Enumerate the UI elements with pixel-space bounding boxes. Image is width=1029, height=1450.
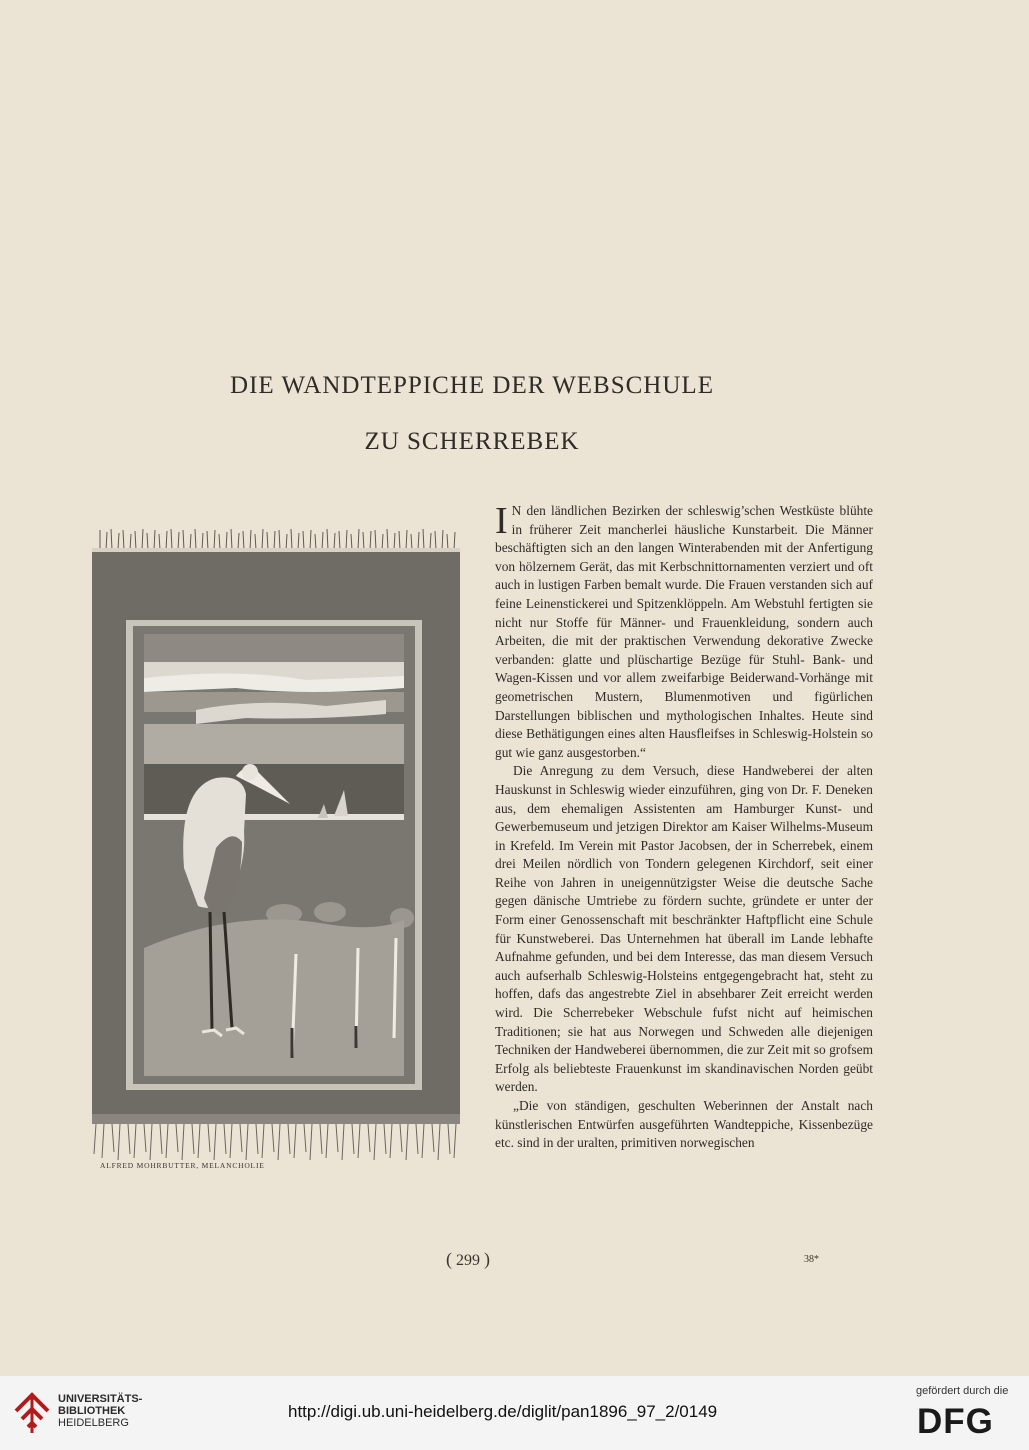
article-body <box>495 502 873 1153</box>
tapestry-illustration <box>86 528 470 1162</box>
page-number <box>446 1249 490 1270</box>
institution-line-1: UNIVERSITÄTS- <box>58 1393 143 1405</box>
permalink-url[interactable]: http://digi.ub.uni-heidelberg.de/diglit/pan1896_97_2/0149 <box>288 1402 718 1421</box>
paragraph-3: „Die von ständigen, geschulten Weberinnen der Anstalt nach künstlerischen Entwürfen ausgeführten Wandteppiche, Kissenbezüge etc. sind in der uralten, primitiven norwegischen <box>495 1098 873 1151</box>
institution-line-2: BIBLIOTHEK <box>58 1405 126 1417</box>
bottom-fringe <box>94 1124 456 1160</box>
paragraph-1 <box>495 502 873 762</box>
digitization-footer-bar <box>0 1376 1029 1450</box>
figure-caption: ALFRED MOHRBUTTER, MELANCHOLIE <box>100 1161 265 1170</box>
drop-cap: I <box>495 500 508 542</box>
university-library-logo-icon <box>12 1389 52 1435</box>
institution-name <box>58 1393 142 1429</box>
paragraph-1-text: N den ländlichen Bezirken der schleswig’schen Westküste blühte in früherer Zeit mancherlei häusliche Kunstarbeit. Die Männer beschäftigten sich an den langen Winterabenden mit der Anfertigung von hölzernem Gerät, das mit Kerbschnittornamenten verziert und oft auch in lustigen Farben bemalt wurde. Die Frauen verstanden sich auf feine Leinenstickerei und Spitzenklöppeln. Am Webstuhl fertigten sie nicht nur Stoffe für Männer- und Frauenkleidung, sondern auch Arbeiten, die mit der praktischen Verwendung dekorative Zwecke verbanden: glatte und plüschartige Bezüge für Stuhl- Bank- und Wagen-Kissen und vor allem zweifarbige Beiderwand-Vorhänge mit geometrischen Mustern, Blumenmotiven und figürlichen Darstellungen biblischen und mythologischen Inhaltes. Heute sind diese Bethätigungen eines alten Hausfleifses in Schleswig-Holstein so gut wie ganz ausgestorben.“ <box>495 503 873 760</box>
funding-note: gefördert durch die <box>916 1385 1009 1397</box>
page-number-bracket-left: ( <box>446 1249 452 1269</box>
dfg-logo: DFG <box>917 1402 994 1441</box>
article-title-line-1: DIE WANDTEPPICHE DER WEBSCHULE <box>230 372 714 399</box>
article-title-line-2: ZU SCHERREBEK <box>364 428 580 455</box>
top-fringe <box>100 529 455 550</box>
page-number-value: 299 <box>456 1252 480 1269</box>
paragraph-2: Die Anregung zu dem Versuch, diese Handweberei der alten Hauskunst in Schleswig wieder einzuführen, ging von Dr. F. Deneken aus, dem ehemaligen Assistenten am Hamburger Kunst- und Gewerbemuseum und jetzigen Direktor am Kaiser Wilhelms-Museum in Krefeld. Im Verein mit Pastor Jacobsen, der in Scherrebek, einem drei Meilen nördlich von Tondern gelegenen Kirchdorf, seit einer Reihe von Jahren in uneigennützigster Weise die deutsche Sache gegen dänische Umtriebe zu fördern suchte, gründete er unter der Form einer Genossenschaft mit beschränkter Haftpflicht eine Schule für Kunstweberei. Das Unternehmen hat überall im Lande lebhafte Aufnahme gefunden, und bei dem Interesse, das man diesem Versuch auch aufserhalb Schleswig-Holsteins entgegengebracht hat, steht zu hoffen, dafs das angestrebte Ziel in absehbarer Zeit erreicht werden wird. Die Scherrebeker Webschule fufst nicht auf heimischen Traditionen; sie hat aus Norwegen und Schweden alle diejenigen Techniken der Handweberei übernommen, die zur Zeit mit so grofsem Erfolg als beliebteste Frauenkunst im skandinavischen Norden geübt werden. <box>495 763 873 1095</box>
page-number-bracket-right: ) <box>484 1249 490 1269</box>
sheet-signature: 38* <box>804 1254 819 1265</box>
institution-line-3: HEIDELBERG <box>58 1417 129 1429</box>
